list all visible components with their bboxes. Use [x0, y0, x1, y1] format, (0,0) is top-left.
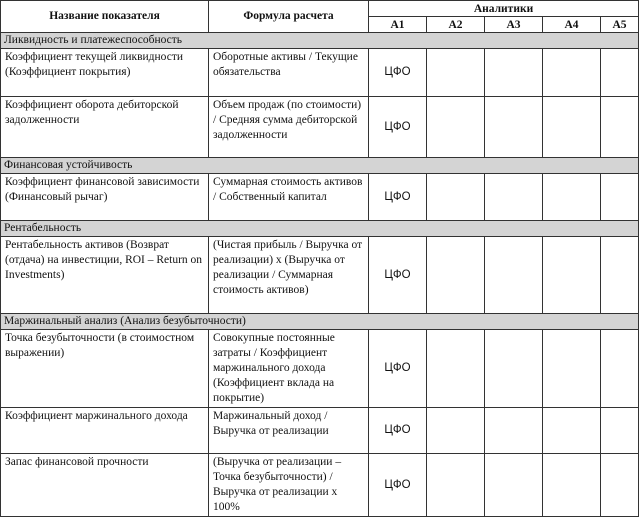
a1-cell: ЦФО	[369, 330, 427, 408]
a5-cell	[601, 237, 639, 314]
a2-cell	[427, 454, 485, 517]
table-row	[1, 174, 639, 221]
table-row	[1, 237, 639, 314]
a4-cell	[543, 49, 601, 97]
a4-cell	[543, 174, 601, 221]
section-title-profitability: Рентабельность	[1, 221, 639, 237]
header-a4: А4	[543, 17, 601, 33]
a1-cell: ЦФО	[369, 408, 427, 454]
indicator-formula: (Выручка от реализации – Точка безубыточности) / Выручка от реализации х 100%	[209, 454, 369, 517]
indicator-formula: Совокупные постоянные затраты / Коэффициент маржинального дохода (Коэффициент вклада на покрытие)	[209, 330, 369, 408]
a1-cell: ЦФО	[369, 97, 427, 158]
indicator-name: Коэффициент финансовой зависимости (Финансовый рычаг)	[1, 174, 209, 221]
header-a3: А3	[485, 17, 543, 33]
a4-cell	[543, 237, 601, 314]
a2-cell	[427, 408, 485, 454]
a4-cell	[543, 454, 601, 517]
a5-cell	[601, 330, 639, 408]
a1-cell: ЦФО	[369, 174, 427, 221]
a3-cell	[485, 97, 543, 158]
indicator-formula: Оборотные активы / Текущие обязательства	[209, 49, 369, 97]
indicator-formula: Суммарная стоимость активов / Собственный капитал	[209, 174, 369, 221]
section-title-margin-analysis: Маржинальный анализ (Анализ безубыточности)	[1, 314, 639, 330]
header-a1: А1	[369, 17, 427, 33]
a5-cell	[601, 174, 639, 221]
a3-cell	[485, 49, 543, 97]
a1-cell: ЦФО	[369, 237, 427, 314]
a5-cell	[601, 97, 639, 158]
a3-cell	[485, 237, 543, 314]
a3-cell	[485, 408, 543, 454]
a4-cell	[543, 330, 601, 408]
a2-cell	[427, 330, 485, 408]
indicator-formula: (Чистая прибыль / Выручка от реализации) х (Выручка от реализации / Суммарная стоимость активов)	[209, 237, 369, 314]
indicator-formula: Объем продаж (по стоимости) / Средняя сумма дебиторской задолженности	[209, 97, 369, 158]
table-row	[1, 330, 639, 408]
a5-cell	[601, 49, 639, 97]
header-formula: Формула расчета	[209, 1, 369, 33]
a1-cell: ЦФО	[369, 454, 427, 517]
a2-cell	[427, 49, 485, 97]
a1-cell: ЦФО	[369, 49, 427, 97]
a2-cell	[427, 174, 485, 221]
a4-cell	[543, 408, 601, 454]
indicator-name: Коэффициент маржинального дохода	[1, 408, 209, 454]
table-row	[1, 408, 639, 454]
table-row	[1, 49, 639, 97]
header-indicator-name: Название показателя	[1, 1, 209, 33]
table-row	[1, 454, 639, 517]
table-row	[1, 97, 639, 158]
a5-cell	[601, 454, 639, 517]
header-a5: А5	[601, 17, 639, 33]
a3-cell	[485, 174, 543, 221]
header-analytics: Аналитики	[369, 1, 639, 17]
indicator-name: Коэффициент оборота дебиторской задолженности	[1, 97, 209, 158]
indicator-name: Точка безубыточности (в стоимостном выражении)	[1, 330, 209, 408]
indicator-name: Рентабельность активов (Возврат (отдача) на инвестиции, ROI – Return on Investments)	[1, 237, 209, 314]
indicator-name: Запас финансовой прочности	[1, 454, 209, 517]
indicator-name: Коэффициент текущей ликвидности (Коэффициент покрытия)	[1, 49, 209, 97]
header-a2: А2	[427, 17, 485, 33]
a4-cell	[543, 97, 601, 158]
section-title-stability: Финансовая устойчивость	[1, 158, 639, 174]
a3-cell	[485, 330, 543, 408]
indicator-formula: Маржинальный доход / Выручка от реализации	[209, 408, 369, 454]
a5-cell	[601, 408, 639, 454]
section-title-liquidity: Ликвидность и платежеспособность	[1, 33, 639, 49]
a3-cell	[485, 454, 543, 517]
a2-cell	[427, 97, 485, 158]
a2-cell	[427, 237, 485, 314]
